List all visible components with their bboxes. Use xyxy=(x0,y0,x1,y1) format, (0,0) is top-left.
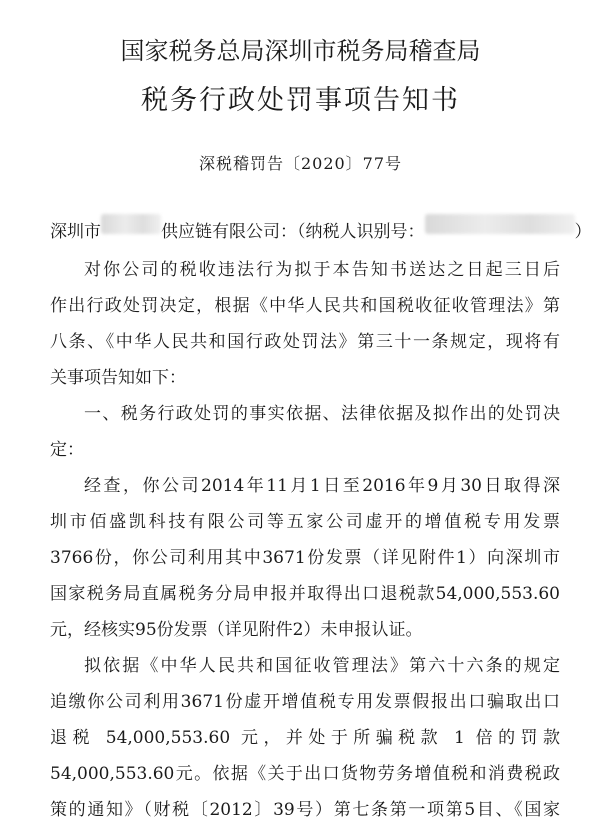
paragraph-4-line-2: 追缴你公司利用3671份虚开增值税专用发票假报出口骗取出口 xyxy=(50,692,560,712)
addressee-prefix: 深圳市 xyxy=(50,222,101,242)
paragraph-2-line-2: 定： xyxy=(50,440,84,460)
paragraph-1-line-1: 对你公司的税收违法行为拟于本告知书送达之日起三日后 xyxy=(84,260,560,280)
paragraph-1-line-4: 关事项告知如下： xyxy=(50,368,186,388)
paragraph-1-line-2: 作出行政处罚决定，根据《中华人民共和国税收征收管理法》第 xyxy=(50,296,560,316)
addressee-company-suffix: 供应链有限公司：（纳税人识别号： xyxy=(161,222,425,242)
paragraph-3-line-4: 国家税务局直属税务分局申报并取得出口退税款54,000,553.60 xyxy=(50,584,560,604)
document-title: 税务行政处罚事项告知书 xyxy=(141,85,460,116)
paragraph-3-line-2: 圳市佰盛凯科技有限公司等五家公司虚开的增值税专用发票 xyxy=(50,512,560,532)
redacted-taxpayer-id xyxy=(425,214,575,234)
addressee-line xyxy=(50,217,592,247)
paragraph-2-line-1: 一、税务行政处罚的事实依据、法律依据及拟作出的处罚决 xyxy=(84,404,560,424)
issuing-organization: 国家税务总局深圳市税务局稽查局 xyxy=(120,37,481,65)
paragraph-3-line-5: 元，经核实95份发票（详见附件2）未申报认证。 xyxy=(50,620,423,640)
document-number: 深税稽罚告〔2020〕77号 xyxy=(198,154,403,173)
paragraph-3-line-3: 3766份，你公司利用其中3671份发票（详见附件1）向深圳市 xyxy=(50,548,560,568)
paragraph-4-line-5: 策的通知》（财税〔2012〕39号）第七条第一项第5目、《国家 xyxy=(50,800,560,820)
paragraph-4-line-4: 54,000,553.60元。依据《关于出口货物劳务增值税和消费税政 xyxy=(50,764,560,784)
paragraph-4-line-3: 退税 54,000,553.60 元，并处于所骗税款 1 倍的罚款 xyxy=(50,728,560,748)
paragraph-3-line-1: 经查，你公司2014年11月1日至2016年9月30日取得深 xyxy=(84,476,560,496)
addressee-close: ） xyxy=(574,222,592,242)
redacted-company-name xyxy=(101,214,161,234)
paragraph-4-line-1: 拟依据《中华人民共和国征收管理法》第六十六条的规定 xyxy=(84,656,560,676)
paragraph-1-line-3: 八条、《中华人民共和国行政处罚法》第三十一条规定，现将有 xyxy=(50,332,560,352)
